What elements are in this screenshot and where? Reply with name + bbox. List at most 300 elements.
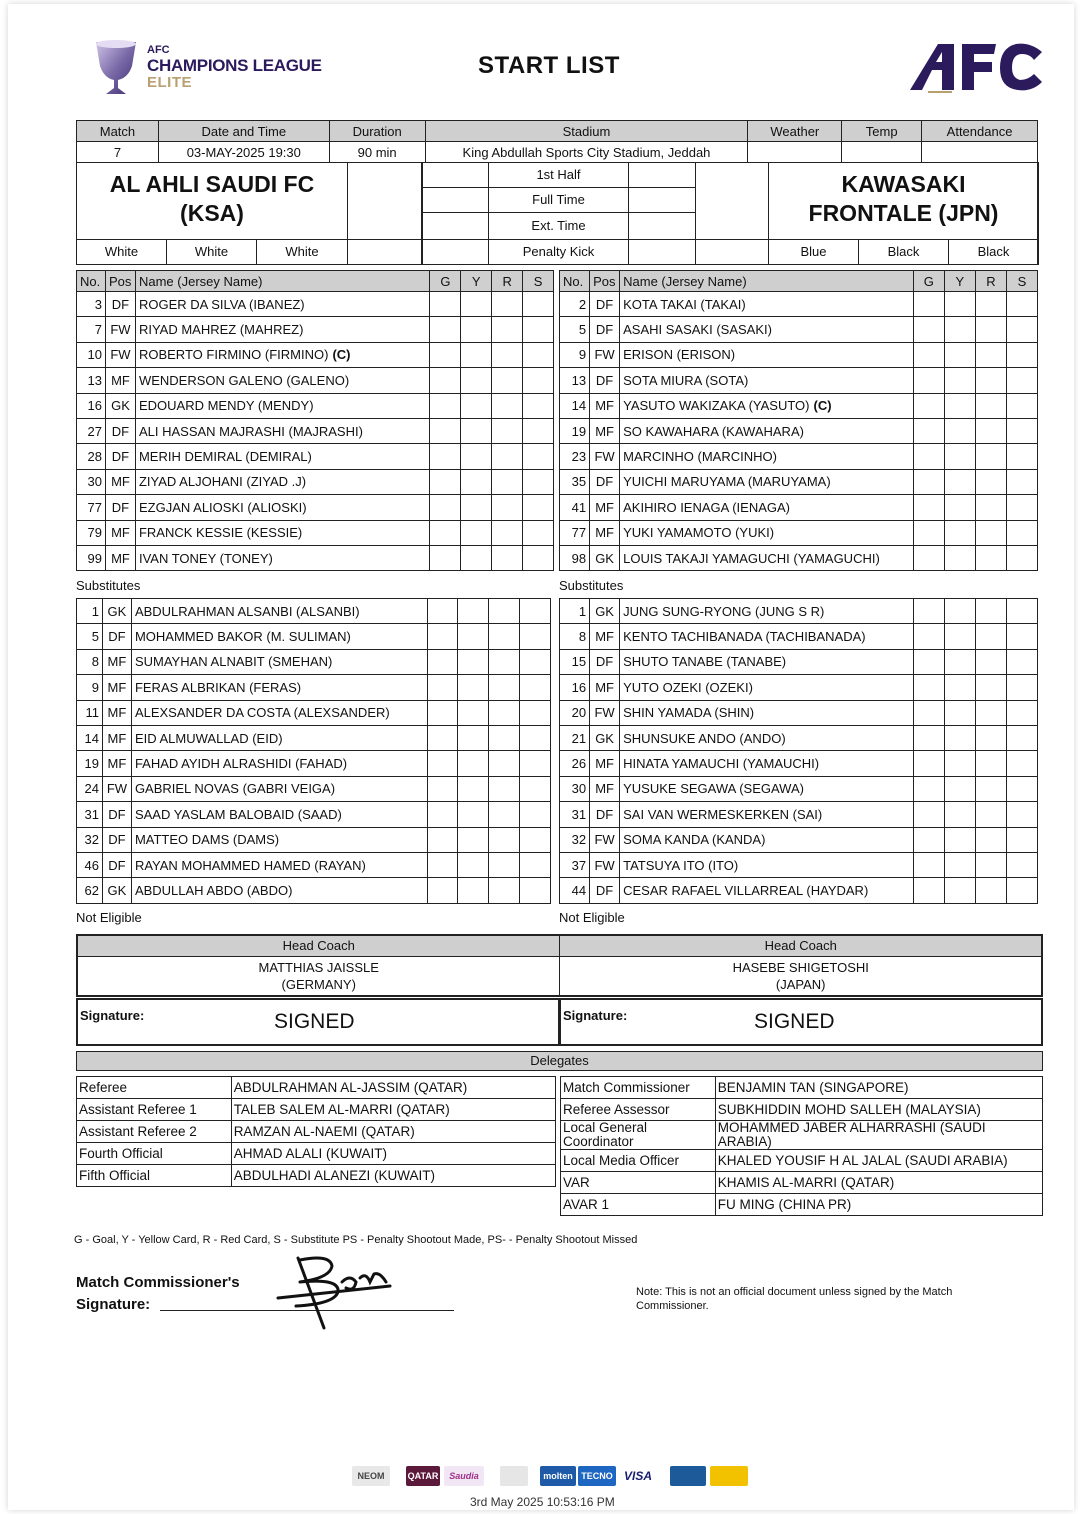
delegate-name: SUBKHIDDIN MOHD SALLEH (MALAYSIA) xyxy=(715,1099,1042,1121)
player-row xyxy=(77,469,554,494)
yellow-cell xyxy=(944,317,975,342)
player-name-cell xyxy=(620,342,914,367)
red-cell xyxy=(489,878,520,903)
player-name: KOTA TAKAI (TAKAI) xyxy=(623,296,746,312)
player-name-cell xyxy=(131,599,427,624)
away-score-cell xyxy=(695,162,769,240)
player-number: 31 xyxy=(77,802,103,827)
player-number: 8 xyxy=(560,624,590,649)
player-number: 35 xyxy=(560,469,590,494)
red-cell xyxy=(975,545,1006,570)
player-row xyxy=(77,599,551,624)
player-row xyxy=(77,545,554,570)
mc-signature-label-line1: Match Commissioner's xyxy=(76,1274,240,1291)
player-name-cell xyxy=(131,827,427,852)
player-name-cell xyxy=(620,751,914,776)
yellow-cell xyxy=(944,878,975,903)
red-cell xyxy=(975,700,1006,725)
player-name-cell xyxy=(131,624,427,649)
player-name: SAAD YASLAM BALOBAID (SAAD) xyxy=(134,806,342,822)
player-name-cell xyxy=(135,368,429,393)
player-row xyxy=(560,342,1038,367)
sub-header: S xyxy=(523,271,554,292)
home-signature-label: Signature: xyxy=(80,1008,145,1023)
player-name: SHIN YAMADA (SHIN) xyxy=(623,705,755,721)
goal-cell xyxy=(913,368,944,393)
goal-cell xyxy=(913,495,944,520)
player-row xyxy=(560,599,1038,624)
player-name-cell xyxy=(620,469,914,494)
player-row xyxy=(77,317,554,342)
delegate-name: AHMAD ALALI (KUWAIT) xyxy=(231,1143,555,1165)
sponsor-tecno-logo: TECNO xyxy=(578,1466,616,1486)
afc-champions-league-elite-logo xyxy=(92,38,332,100)
home-subs-table xyxy=(76,598,551,904)
home-head-coach-country: (GERMANY) xyxy=(281,976,356,992)
home-substitutes-label: Substitutes xyxy=(76,578,141,593)
delegate-row xyxy=(77,1077,556,1099)
sub-cell xyxy=(520,878,551,903)
sub-cell xyxy=(1006,624,1037,649)
home-head-coach-cell xyxy=(77,956,560,996)
sub-cell xyxy=(1006,878,1037,903)
player-position: MF xyxy=(102,675,131,700)
red-header: R xyxy=(975,271,1006,292)
goal-cell xyxy=(427,802,458,827)
player-row xyxy=(77,342,554,367)
player-name-cell xyxy=(620,292,914,317)
player-name-cell xyxy=(620,675,914,700)
sub-cell xyxy=(523,393,554,418)
head-coach-header-row xyxy=(77,935,1042,956)
home-signature-value: SIGNED xyxy=(274,1010,355,1033)
player-row xyxy=(77,878,551,903)
date-time-header: Date and Time xyxy=(158,121,329,142)
red-cell xyxy=(975,624,1006,649)
sub-cell xyxy=(1006,520,1037,545)
sub-cell xyxy=(520,802,551,827)
player-position: FW xyxy=(105,342,135,367)
player-name: SAI VAN WERMESKERKEN (SAI) xyxy=(623,806,823,822)
away-kit-socks: Black xyxy=(948,239,1039,265)
goal-cell xyxy=(913,675,944,700)
player-position: MF xyxy=(102,700,131,725)
player-row xyxy=(77,776,551,801)
delegates-header: Delegates xyxy=(76,1051,1043,1071)
yellow-cell xyxy=(944,776,975,801)
sub-cell xyxy=(523,292,554,317)
player-name-cell xyxy=(131,751,427,776)
player-number: 98 xyxy=(560,545,590,570)
sub-cell xyxy=(523,368,554,393)
player-number: 62 xyxy=(77,878,103,903)
player-number: 8 xyxy=(77,649,103,674)
official-document-note: Note: This is not an official document unless signed by the Match Commissioner. xyxy=(636,1286,953,1312)
away-starters-body xyxy=(560,292,1038,571)
yellow-cell xyxy=(944,292,975,317)
player-position: MF xyxy=(102,751,131,776)
sub-cell xyxy=(1006,649,1037,674)
goal-cell xyxy=(430,317,461,342)
player-name: ALI HASSAN MAJRASHI (MAJRASHI) xyxy=(138,423,363,439)
player-number: 46 xyxy=(77,852,103,877)
player-number: 23 xyxy=(560,444,590,469)
sub-cell xyxy=(523,418,554,443)
player-position: GK xyxy=(105,393,135,418)
player-name: MOHAMMED BAKOR (M. SULIMAN) xyxy=(134,629,351,645)
player-number: 16 xyxy=(77,393,106,418)
player-number: 16 xyxy=(560,675,590,700)
player-name-cell xyxy=(135,495,429,520)
sponsor-saudia-logo: Saudia xyxy=(444,1466,484,1486)
away-subs-table xyxy=(559,598,1038,904)
player-position: MF xyxy=(102,649,131,674)
home-player-header-row xyxy=(77,271,554,292)
player-position: MF xyxy=(105,545,135,570)
player-name-cell xyxy=(620,495,914,520)
delegate-role: Local Media Officer xyxy=(561,1150,716,1172)
home-signature-box xyxy=(76,998,560,1046)
sub-cell xyxy=(1006,725,1037,750)
player-row xyxy=(560,317,1038,342)
player-row xyxy=(560,624,1038,649)
player-name-cell xyxy=(135,393,429,418)
yellow-cell xyxy=(944,444,975,469)
player-number: 24 xyxy=(77,776,103,801)
player-row xyxy=(77,725,551,750)
player-name: WENDERSON GALENO (GALENO) xyxy=(138,372,350,388)
goal-cell xyxy=(430,368,461,393)
home-starting-table xyxy=(76,270,554,571)
player-row xyxy=(560,495,1038,520)
player-name-cell xyxy=(620,878,914,903)
player-name-cell xyxy=(131,649,427,674)
delegate-role: Fifth Official xyxy=(77,1165,232,1187)
delegate-role: Match Commissioner xyxy=(561,1077,716,1099)
legend-text: G - Goal, Y - Yellow Card, R - Red Card, S - Substitute PS - Penalty Shootout Made, PS- - Penalty Shootout Missed xyxy=(74,1234,638,1246)
player-position: FW xyxy=(590,827,620,852)
player-number: 77 xyxy=(77,495,106,520)
player-name-cell xyxy=(620,393,914,418)
yellow-header: Y xyxy=(944,271,975,292)
trophy-icon xyxy=(92,38,140,98)
delegate-name: KHALED YOUSIF H AL JALAL (SAUDI ARABIA) xyxy=(715,1150,1042,1172)
away-kit-shirt: Blue xyxy=(768,239,859,265)
goal-cell xyxy=(430,545,461,570)
player-row xyxy=(560,878,1038,903)
red-cell xyxy=(975,725,1006,750)
red-cell xyxy=(975,878,1006,903)
sub-cell xyxy=(520,751,551,776)
home-team-name-line2: (KSA) xyxy=(180,200,244,226)
sponsor-neom-logo: NEOM xyxy=(352,1466,390,1486)
delegate-name: ABDULRAHMAN AL-JASSIM (QATAR) xyxy=(231,1077,555,1099)
player-name: FRANCK KESSIE (KESSIE) xyxy=(138,525,303,541)
player-row xyxy=(560,725,1038,750)
goal-cell xyxy=(430,292,461,317)
yellow-cell xyxy=(461,317,492,342)
delegate-name: TALEB SALEM AL-MARRI (QATAR) xyxy=(231,1099,555,1121)
away-penalty-score xyxy=(628,239,696,265)
player-row xyxy=(77,444,554,469)
away-signature-value: SIGNED xyxy=(754,1010,835,1033)
yellow-cell xyxy=(458,852,489,877)
captain-badge: (C) xyxy=(332,347,351,363)
home-subs-body xyxy=(77,599,551,904)
player-name: CESAR RAFAEL VILLARREAL (HAYDAR) xyxy=(623,882,869,898)
delegate-role: Local General Coordinator xyxy=(561,1121,716,1150)
goal-cell xyxy=(913,827,944,852)
yellow-cell xyxy=(944,827,975,852)
goal-cell xyxy=(427,675,458,700)
player-position: FW xyxy=(590,852,620,877)
player-row xyxy=(560,368,1038,393)
goal-cell xyxy=(427,827,458,852)
yellow-cell xyxy=(458,751,489,776)
yellow-cell xyxy=(461,418,492,443)
goal-cell xyxy=(913,444,944,469)
red-cell xyxy=(489,827,520,852)
red-header: R xyxy=(492,271,523,292)
yellow-cell xyxy=(458,827,489,852)
player-number: 30 xyxy=(560,776,590,801)
weather-header: Weather xyxy=(748,121,842,142)
player-number: 30 xyxy=(77,469,106,494)
league-small-text: AFC xyxy=(147,44,170,56)
sub-cell xyxy=(1006,495,1037,520)
start-list-page xyxy=(8,4,1074,1510)
player-name: SO KAWAHARA (KAWAHARA) xyxy=(623,423,804,439)
player-row xyxy=(77,700,551,725)
goal-cell xyxy=(427,776,458,801)
yellow-cell xyxy=(461,444,492,469)
period-full-time: Full Time xyxy=(488,187,629,213)
captain-badge: (C) xyxy=(813,398,832,414)
match-info-header-row xyxy=(77,121,1038,142)
player-name: AKIHIRO IENAGA (IENAGA) xyxy=(623,499,790,515)
match-duration: 90 min xyxy=(329,142,425,163)
red-cell xyxy=(489,852,520,877)
sub-cell xyxy=(1006,368,1037,393)
goal-cell xyxy=(430,520,461,545)
player-name: YUSUKE SEGAWA (SEGAWA) xyxy=(623,781,804,797)
player-name: YASUTO WAKIZAKA (YASUTO) xyxy=(623,398,810,414)
away-signature-label: Signature: xyxy=(563,1008,628,1023)
yellow-cell xyxy=(944,520,975,545)
yellow-cell xyxy=(944,469,975,494)
player-name-cell xyxy=(620,317,914,342)
player-name: TATSUYA ITO (ITO) xyxy=(623,857,739,873)
delegate-role: Assistant Referee 2 xyxy=(77,1121,232,1143)
yellow-cell xyxy=(461,520,492,545)
goal-cell xyxy=(430,342,461,367)
match-attendance xyxy=(922,142,1038,163)
home-penalty-score xyxy=(421,239,489,265)
player-position: MF xyxy=(105,520,135,545)
delegate-role: Referee xyxy=(77,1077,232,1099)
player-row xyxy=(560,675,1038,700)
home-team-name-line1: AL AHLI SAUDI FC xyxy=(109,171,315,197)
player-row xyxy=(77,368,554,393)
player-position: DF xyxy=(105,444,135,469)
player-number: 14 xyxy=(560,393,590,418)
goal-cell xyxy=(913,292,944,317)
delegate-row xyxy=(77,1121,556,1143)
delegate-role: Assistant Referee 1 xyxy=(77,1099,232,1121)
sub-cell xyxy=(1006,827,1037,852)
red-cell xyxy=(489,725,520,750)
red-cell xyxy=(975,342,1006,367)
sub-cell xyxy=(520,649,551,674)
match-header: Match xyxy=(77,121,159,142)
sub-cell xyxy=(523,469,554,494)
away-starting-table xyxy=(559,270,1038,571)
goal-cell xyxy=(430,495,461,520)
player-number: 79 xyxy=(77,520,106,545)
away-head-coach-name: HASEBE SHIGETOSHI xyxy=(732,959,869,975)
player-name: RIYAD MAHREZ (MAHREZ) xyxy=(138,322,304,338)
player-number: 31 xyxy=(560,802,590,827)
player-name-cell xyxy=(620,852,914,877)
player-number: 44 xyxy=(560,878,590,903)
player-number: 5 xyxy=(560,317,590,342)
player-number: 27 xyxy=(77,418,106,443)
no-header: No. xyxy=(560,271,590,292)
goal-cell xyxy=(430,444,461,469)
player-name-cell xyxy=(135,292,429,317)
player-name: MERIH DEMIRAL (DEMIRAL) xyxy=(138,449,312,465)
red-cell xyxy=(489,751,520,776)
yellow-cell xyxy=(944,649,975,674)
sponsor-visa-logo: VISA xyxy=(620,1466,656,1486)
away-team-cell xyxy=(768,162,1039,240)
away-1st-half-score xyxy=(628,162,696,188)
away-head-coach-country: (JAPAN) xyxy=(775,976,826,992)
player-name: SOTA MIURA (SOTA) xyxy=(623,372,749,388)
delegates-right-table xyxy=(560,1076,1043,1216)
goal-cell xyxy=(913,599,944,624)
goal-cell xyxy=(913,393,944,418)
player-name-cell xyxy=(620,624,914,649)
player-name: YUKI YAMAMOTO (YUKI) xyxy=(623,525,775,541)
player-position: GK xyxy=(590,725,620,750)
player-position: GK xyxy=(590,599,620,624)
delegate-row xyxy=(77,1099,556,1121)
player-name: SUMAYHAN ALNABIT (SMEHAN) xyxy=(134,654,333,670)
league-elite-text: ELITE xyxy=(147,74,193,91)
pos-header: Pos xyxy=(105,271,135,292)
sub-cell xyxy=(1006,444,1037,469)
player-position: MF xyxy=(590,751,620,776)
match-info-table xyxy=(76,120,1038,163)
goal-cell xyxy=(427,852,458,877)
player-position: DF xyxy=(590,292,620,317)
player-name-cell xyxy=(620,418,914,443)
goal-cell xyxy=(430,393,461,418)
player-name-cell xyxy=(620,545,914,570)
player-position: DF xyxy=(590,368,620,393)
goal-cell xyxy=(913,725,944,750)
goal-cell xyxy=(913,776,944,801)
red-cell xyxy=(975,495,1006,520)
red-cell xyxy=(975,751,1006,776)
sub-cell xyxy=(1006,852,1037,877)
team-score-block xyxy=(76,162,1038,265)
player-name-cell xyxy=(131,725,427,750)
player-position: FW xyxy=(590,444,620,469)
sub-cell xyxy=(1006,599,1037,624)
yellow-cell xyxy=(944,751,975,776)
player-name: ROBERTO FIRMINO (FIRMINO) xyxy=(138,347,329,363)
goal-cell xyxy=(913,802,944,827)
sub-cell xyxy=(1006,469,1037,494)
player-position: MF xyxy=(590,675,620,700)
goal-cell xyxy=(427,700,458,725)
player-position: MF xyxy=(590,520,620,545)
name-header: Name (Jersey Name) xyxy=(620,271,914,292)
yellow-cell xyxy=(461,368,492,393)
player-number: 2 xyxy=(560,292,590,317)
player-row xyxy=(560,444,1038,469)
player-position: DF xyxy=(590,649,620,674)
red-cell xyxy=(975,649,1006,674)
away-head-coach-label: Head Coach xyxy=(560,935,1042,956)
red-cell xyxy=(492,495,523,520)
player-number: 1 xyxy=(77,599,103,624)
yellow-cell xyxy=(458,599,489,624)
player-name-cell xyxy=(620,725,914,750)
home-full-time-score xyxy=(421,187,489,213)
player-position: GK xyxy=(102,599,131,624)
player-name: FERAS ALBRIKAN (FERAS) xyxy=(134,679,302,695)
player-number: 13 xyxy=(77,368,106,393)
player-name: EID ALMUWALLAD (EID) xyxy=(134,730,283,746)
player-name: ERISON (ERISON) xyxy=(623,347,736,363)
goal-cell xyxy=(913,418,944,443)
yellow-cell xyxy=(458,675,489,700)
red-cell xyxy=(489,675,520,700)
red-cell xyxy=(975,520,1006,545)
player-position: DF xyxy=(590,878,620,903)
sub-cell xyxy=(520,675,551,700)
away-ext-time-score xyxy=(628,212,696,240)
home-team-cell xyxy=(76,162,348,240)
red-cell xyxy=(975,393,1006,418)
player-number: 19 xyxy=(560,418,590,443)
goal-cell xyxy=(913,624,944,649)
player-name: KENTO TACHIBANADA (TACHIBANADA) xyxy=(623,629,866,645)
yellow-cell xyxy=(944,545,975,570)
player-name: EDOUARD MENDY (MENDY) xyxy=(138,398,314,414)
match-info-value-row xyxy=(77,142,1038,163)
red-cell xyxy=(975,469,1006,494)
yellow-cell xyxy=(458,878,489,903)
player-position: MF xyxy=(590,393,620,418)
yellow-cell xyxy=(461,393,492,418)
player-row xyxy=(560,545,1038,570)
player-number: 7 xyxy=(77,317,106,342)
player-number: 14 xyxy=(77,725,103,750)
red-cell xyxy=(975,292,1006,317)
home-1st-half-score xyxy=(421,162,489,188)
player-name-cell xyxy=(620,520,914,545)
player-number: 19 xyxy=(77,751,103,776)
delegate-row xyxy=(561,1172,1043,1194)
delegate-role: AVAR 1 xyxy=(561,1194,716,1216)
player-name: MATTEO DAMS (DAMS) xyxy=(134,832,280,848)
player-row xyxy=(560,469,1038,494)
player-number: 10 xyxy=(77,342,106,367)
